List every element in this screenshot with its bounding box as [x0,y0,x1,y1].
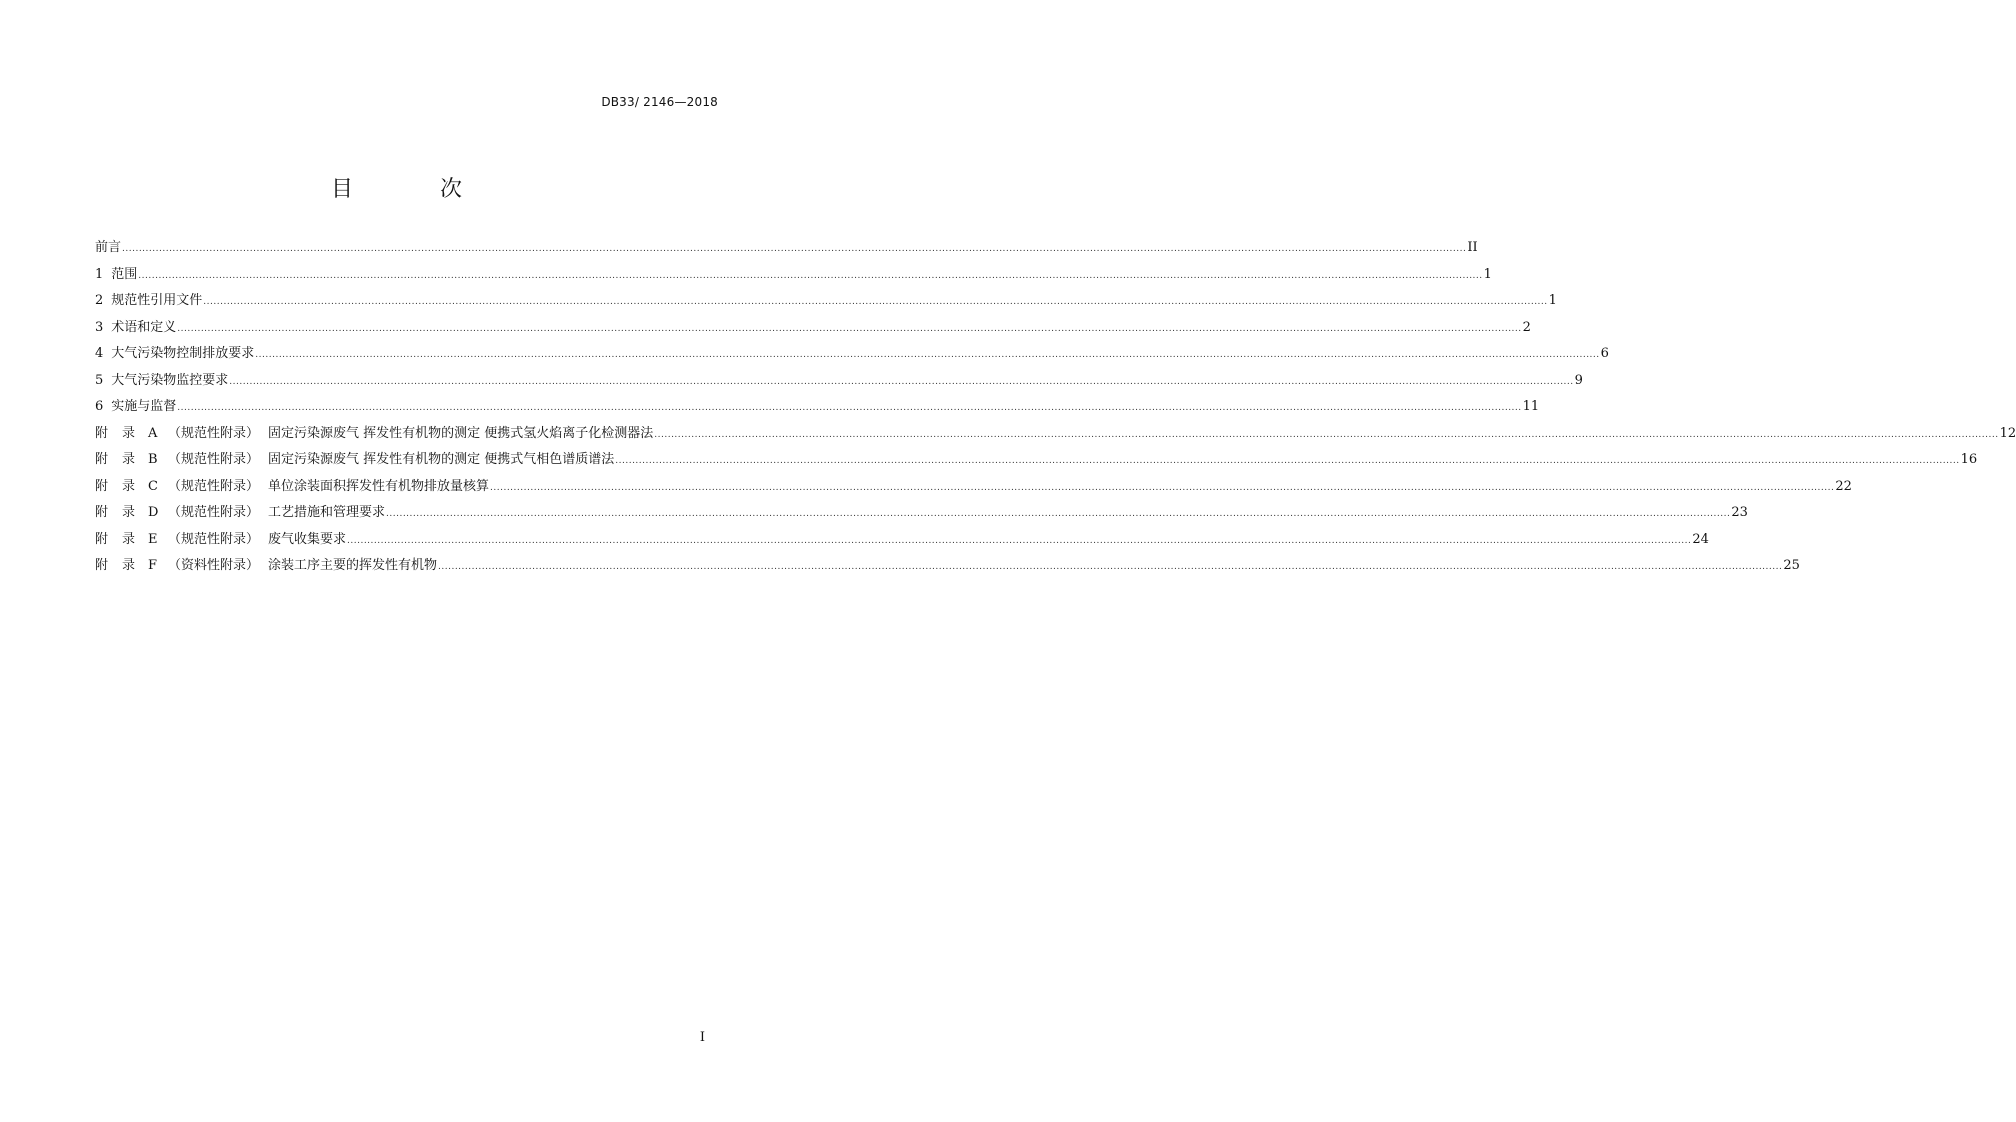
toc-entry-text [95,291,202,311]
toc-entry-appendix-a[interactable] [95,424,2016,451]
toc-entry-page: 11 [1522,399,1540,414]
appendix-type: （规范性附录） [168,478,260,494]
toc-entry-text [95,556,437,576]
toc-entry-text [95,371,228,391]
toc-entry-monitoring[interactable] [95,371,1583,398]
page-title: 目 次 [331,177,502,202]
toc-entry-label: 固定污染源废气 挥发性有机物的测定 便携式气相色谱质谱法 [268,452,615,467]
toc-entry-label: 前言 [95,240,122,255]
dot-leader: ................................................................................................................................................................................................................................................................................................................................................................................................................ [203,297,1548,307]
toc-entry-page: 22 [1835,478,1852,494]
toc-entry-page: 23 [1731,505,1748,520]
dot-leader: ................................................................................................................................................................................................................................................................................................................................................................................................................ [229,376,1574,387]
toc-entry-number: 2 [95,293,104,308]
toc-entry-appendix-f[interactable] [95,556,1800,583]
toc-entry-label: 废气收集要求 [268,531,347,547]
toc-entry-label: 固定污染源废气 挥发性有机物的测定 便携式氢火焰离子化检测器法 [268,425,654,441]
toc-entry-terms-definitions[interactable] [95,318,1531,345]
toc-entry-appendix-b[interactable] [95,450,1978,477]
appendix-word: 附 [95,531,109,547]
toc-entry-appendix-c[interactable] [95,477,1852,504]
toc-entry-number: 6 [95,399,104,414]
toc-entry-page: 12 [1999,425,2016,441]
appendix-letter: F [148,558,158,573]
dot-leader: ................................................................................................................................................................................................................................................................................................................................................................................................................ [122,244,1467,254]
toc-entry-label: 范围 [111,266,138,282]
toc-entry-scope[interactable] [95,265,1492,292]
toc-entry-foreword[interactable] [95,238,1478,265]
toc-entry-number: 4 [95,346,104,361]
toc-entry-appendix-d[interactable] [95,503,1748,530]
appendix-letter: D [148,505,159,520]
toc-entry-text [95,397,176,417]
toc-entry-label: 实施与监督 [111,399,177,414]
dot-leader: ................................................................................................................................................................................................................................................................................................................................................................................................................ [347,535,1692,546]
toc-entry-text [95,530,346,550]
toc-entry-text [95,424,653,444]
toc-entry-implementation[interactable] [95,397,1540,424]
toc-entry-text [95,318,176,338]
appendix-type: （规范性附录） [168,452,260,467]
page-number: I [699,1030,705,1045]
appendix-type: （规范性附录） [168,425,260,441]
toc-entry-page: 6 [1600,346,1609,361]
dot-leader: ................................................................................................................................................................................................................................................................................................................................................................................................................ [615,456,1960,466]
appendix-word: 附 [95,478,109,494]
dot-leader: ................................................................................................................................................................................................................................................................................................................................................................................................................ [177,323,1522,334]
toc-entry-number: 5 [95,372,104,388]
toc-entry-page: II [1467,240,1478,255]
toc-entry-page: 25 [1783,558,1800,573]
toc-entry-label: 规范性引用文件 [111,293,203,308]
toc-entry-label: 术语和定义 [111,319,177,335]
appendix-word: 附 [95,558,109,573]
dot-leader: ................................................................................................................................................................................................................................................................................................................................................................................................................ [438,562,1783,572]
toc-entry-text [95,265,137,285]
appendix-type: （规范性附录） [168,505,260,520]
toc-entry-label: 工艺措施和管理要求 [268,505,386,520]
toc-entry-text [95,450,614,470]
dot-leader: ................................................................................................................................................................................................................................................................................................................................................................................................................ [138,270,1483,281]
toc-entry-label: 单位涂装面积挥发性有机物排放量核算 [268,478,490,494]
appendix-word: 附 [95,505,109,520]
table-of-contents [95,238,2016,583]
toc-entry-page: 2 [1522,319,1531,335]
toc-entry-label: 大气污染物监控要求 [111,372,229,388]
appendix-word: 录 [122,558,136,573]
dot-leader: ................................................................................................................................................................................................................................................................................................................................................................................................................ [177,403,1522,413]
dot-leader: ................................................................................................................................................................................................................................................................................................................................................................................................................ [654,429,1999,440]
appendix-word: 附 [95,452,109,467]
toc-entry-label: 涂装工序主要的挥发性有机物 [268,558,438,573]
appendix-word: 录 [122,531,136,547]
dot-leader: ................................................................................................................................................................................................................................................................................................................................................................................................................ [386,509,1731,519]
appendix-type: （资料性附录） [168,558,260,573]
toc-entry-text [95,503,385,523]
appendix-letter: E [148,531,158,547]
dot-leader: ................................................................................................................................................................................................................................................................................................................................................................................................................ [490,482,1835,493]
appendix-letter: B [148,452,158,467]
toc-entry-text [95,344,254,364]
toc-entry-normative-references[interactable] [95,291,1557,318]
toc-entry-page: 24 [1692,531,1709,547]
appendix-word: 录 [122,425,136,441]
appendix-word: 录 [122,478,136,494]
document-code: DB33/ 2146—2018 [601,95,718,109]
appendix-letter: C [148,478,158,494]
appendix-word: 录 [122,505,136,520]
toc-entry-number: 3 [95,319,104,335]
appendix-word: 附 [95,425,109,441]
toc-entry-appendix-e[interactable] [95,530,1709,557]
toc-entry-page: 9 [1574,372,1583,388]
appendix-word: 录 [122,452,136,467]
toc-entry-text [95,477,489,497]
appendix-letter: A [148,425,158,441]
toc-entry-page: 1 [1483,266,1492,282]
toc-entry-label: 大气污染物控制排放要求 [111,346,255,361]
appendix-type: （规范性附录） [168,531,260,547]
dot-leader: ................................................................................................................................................................................................................................................................................................................................................................................................................ [255,350,1600,360]
toc-entry-emission-control[interactable] [95,344,1609,371]
toc-entry-page: 16 [1960,452,1978,467]
toc-entry-number: 1 [95,266,104,282]
toc-entry-page: 1 [1548,293,1557,308]
